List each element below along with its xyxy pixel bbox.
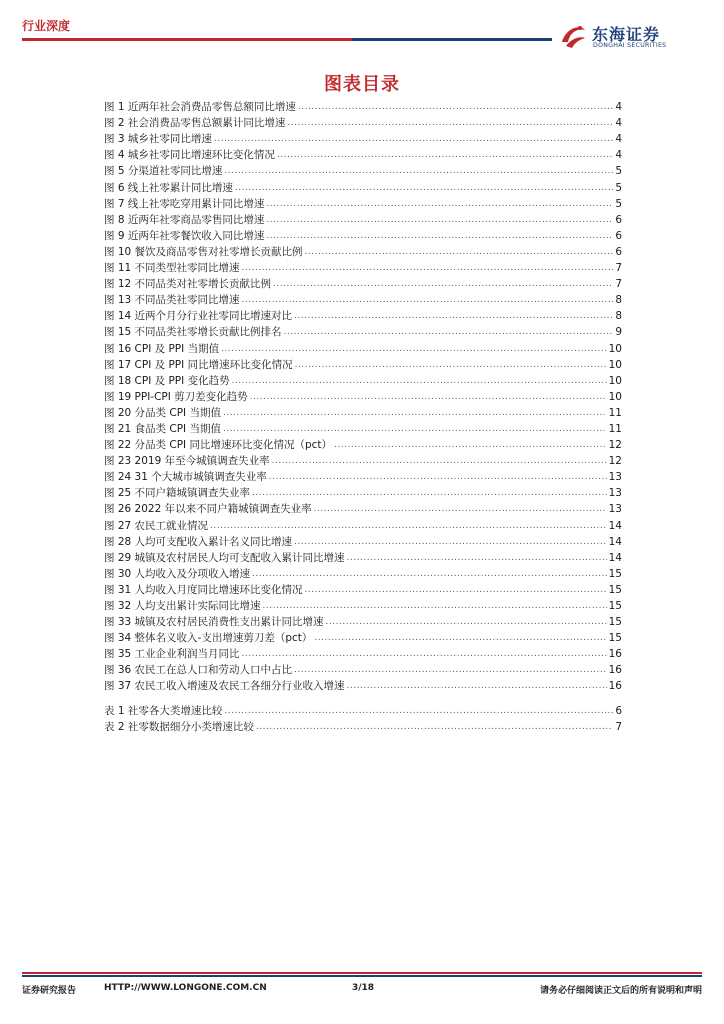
toc-entry-page: 5 bbox=[615, 165, 622, 178]
toc-entry-label: 图 15 不同品类社零增长贡献比例排名 bbox=[104, 326, 282, 339]
toc-entry-label: 图 6 线上社零累计同比增速 bbox=[104, 181, 233, 194]
toc-leader-dots bbox=[295, 358, 607, 372]
toc-entry-label: 图 23 2019 年至今城镇调查失业率 bbox=[104, 455, 270, 468]
toc-entry-page: 13 bbox=[608, 487, 622, 500]
toc-figure-entry[interactable] bbox=[104, 130, 622, 146]
toc-leader-dots bbox=[347, 551, 607, 565]
toc-entry-page: 10 bbox=[608, 342, 622, 355]
toc-entry-label: 图 32 人均支出累计实际同比增速 bbox=[104, 600, 261, 612]
toc-figure-entry[interactable] bbox=[104, 211, 622, 227]
toc-entry-page: 7 bbox=[615, 720, 622, 733]
toc-leader-dots bbox=[272, 454, 607, 468]
toc-figure-entry[interactable] bbox=[104, 323, 622, 339]
toc-entry-label: 图 5 分渠道社零同比增速 bbox=[104, 165, 223, 178]
toc-leader-dots bbox=[298, 100, 613, 114]
toc-leader-dots bbox=[277, 148, 613, 162]
toc-entry-label: 表 2 社零数据细分小类增速比较 bbox=[104, 720, 254, 733]
header-section-label: 行业深度 bbox=[22, 19, 71, 33]
toc-entry-label: 图 1 近两年社会消费品零售总额同比增速 bbox=[104, 101, 296, 114]
toc-entry-label: 图 7 线上社零吃穿用累计同比增速 bbox=[104, 197, 265, 210]
toc-entry-label: 图 11 不同类型社零同比增速 bbox=[104, 262, 240, 275]
toc-leader-dots bbox=[305, 245, 614, 259]
toc-entry-page: 9 bbox=[615, 326, 622, 339]
toc-leader-dots bbox=[252, 567, 607, 581]
toc-entry-page: 4 bbox=[615, 133, 622, 146]
toc-entry-page: 14 bbox=[608, 535, 622, 548]
toc-figure-entry[interactable] bbox=[104, 452, 622, 468]
toc-figure-entry[interactable] bbox=[104, 404, 622, 420]
toc-table-entry[interactable] bbox=[104, 701, 622, 717]
toc-leader-dots bbox=[273, 277, 613, 291]
toc-section-gap bbox=[104, 693, 622, 701]
toc-figure-entry[interactable] bbox=[104, 114, 622, 130]
toc-figure-entry[interactable] bbox=[104, 259, 622, 275]
toc-entry-page: 15 bbox=[608, 632, 622, 645]
toc-entry-page: 15 bbox=[608, 600, 622, 612]
toc-figure-entry[interactable] bbox=[104, 677, 622, 693]
toc-entry-label: 图 31 人均收入月度同比增速环比变化情况 bbox=[104, 583, 303, 596]
toc-leader-dots bbox=[232, 374, 607, 388]
toc-leader-dots bbox=[235, 181, 613, 195]
toc-figure-entry[interactable] bbox=[104, 227, 622, 243]
toc-entry-page: 10 bbox=[608, 390, 622, 403]
toc-entry-page: 6 bbox=[615, 229, 622, 242]
toc-leader-dots bbox=[223, 422, 607, 436]
toc-figure-entry[interactable] bbox=[104, 597, 622, 613]
toc-leader-dots bbox=[250, 390, 607, 404]
toc-leader-dots bbox=[210, 519, 607, 533]
toc-entry-label: 图 27 农民工就业情况 bbox=[104, 519, 209, 532]
toc-entry-page: 12 bbox=[608, 455, 622, 468]
toc-figure-entry[interactable] bbox=[104, 195, 622, 211]
toc-figure-entry[interactable] bbox=[104, 162, 622, 178]
toc-entry-page: 15 bbox=[608, 616, 622, 629]
toc-entry-label: 图 10 餐饮及商品零售对社零增长贡献比例 bbox=[104, 245, 303, 258]
toc-figure-entry[interactable] bbox=[104, 468, 622, 484]
toc-table-entry[interactable] bbox=[104, 718, 622, 734]
logo-chinese-name: 东海证券 bbox=[592, 25, 661, 44]
toc-entry-label: 图 8 近两年社零商品零售同比增速 bbox=[104, 213, 265, 226]
toc-entry-page: 11 bbox=[608, 406, 622, 419]
toc-figure-entry[interactable] bbox=[104, 629, 622, 645]
toc-figure-entry[interactable] bbox=[104, 291, 622, 307]
header-rule-red bbox=[22, 38, 352, 41]
toc-leader-dots bbox=[314, 502, 607, 516]
toc-figure-entry[interactable] bbox=[104, 98, 622, 114]
toc-entry-page: 4 bbox=[615, 101, 622, 114]
toc-entry-page: 6 bbox=[615, 704, 622, 717]
toc-leader-dots bbox=[242, 293, 614, 307]
toc-entry-label: 图 29 城镇及农村居民人均可支配收入累计同比增速 bbox=[104, 551, 345, 564]
toc-entry-label: 图 34 整体名义收入-支出增速剪刀差（pct） bbox=[104, 632, 313, 645]
toc-entry-page: 10 bbox=[608, 374, 622, 387]
toc-leader-dots bbox=[294, 535, 607, 549]
toc-figure-entry[interactable] bbox=[104, 388, 622, 404]
company-logo bbox=[558, 20, 708, 54]
toc-entry-label: 图 2 社会消费品零售总额累计同比增速 bbox=[104, 117, 286, 130]
toc-figure-entry[interactable] bbox=[104, 500, 622, 516]
footer-report-type: 证券研究报告 bbox=[22, 986, 77, 996]
toc-figure-entry[interactable] bbox=[104, 243, 622, 259]
toc-title: 图表目录 bbox=[324, 74, 400, 95]
toc-entry-label: 图 18 CPI 及 PPI 变化趋势 bbox=[104, 374, 230, 387]
toc-entry-page: 16 bbox=[608, 680, 622, 693]
toc-entry-label: 图 37 农民工收入增速及农民工各细分行业收入增速 bbox=[104, 680, 345, 693]
toc-entry-label: 图 28 人均可支配收入累计名义同比增速 bbox=[104, 535, 293, 548]
toc-entry-label: 图 26 2022 年以来不同户籍城镇调查失业率 bbox=[104, 503, 312, 516]
toc-entry-page: 7 bbox=[615, 262, 622, 275]
toc-figure-entry[interactable] bbox=[104, 178, 622, 194]
toc-figure-entry[interactable] bbox=[104, 516, 622, 532]
toc-figure-entry[interactable] bbox=[104, 339, 622, 355]
toc-entry-page: 16 bbox=[608, 664, 622, 677]
toc-figure-entry[interactable] bbox=[104, 581, 622, 597]
toc-leader-dots bbox=[224, 704, 613, 718]
toc-entry-label: 图 3 城乡社零同比增速 bbox=[104, 133, 212, 146]
toc-entry-page: 13 bbox=[608, 471, 622, 484]
toc-leader-dots bbox=[347, 679, 607, 693]
logo-english-name: DONGHAI SECURITIES bbox=[593, 42, 667, 49]
footer-page-number: 3/18 bbox=[352, 983, 375, 993]
toc-entry-label: 图 14 近两个月分行业社零同比增速对比 bbox=[104, 310, 293, 323]
toc-leader-dots bbox=[334, 438, 607, 452]
toc-entry-label: 图 9 近两年社零餐饮收入同比增速 bbox=[104, 229, 265, 242]
toc-entry-label: 图 17 CPI 及 PPI 同比增速环比变化情况 bbox=[104, 358, 293, 371]
footer-rule-blue bbox=[22, 975, 702, 977]
toc-leader-dots bbox=[252, 486, 607, 500]
toc-entry-page: 15 bbox=[608, 583, 622, 596]
toc-leader-dots bbox=[214, 132, 613, 146]
toc-leader-dots bbox=[266, 229, 613, 243]
toc-entry-label: 图 33 城镇及农村居民消费性支出累计同比增速 bbox=[104, 616, 324, 629]
toc-list bbox=[104, 98, 622, 734]
toc-entry-label: 图 25 不同户籍城镇调查失业率 bbox=[104, 487, 251, 500]
toc-leader-dots bbox=[242, 647, 607, 661]
toc-entry-label: 图 35 工业企业利润当月同比 bbox=[104, 648, 240, 661]
toc-entry-page: 7 bbox=[615, 278, 622, 291]
toc-entry-page: 8 bbox=[615, 310, 622, 323]
toc-figure-entry[interactable] bbox=[104, 549, 622, 565]
toc-figure-entry[interactable] bbox=[104, 645, 622, 661]
toc-entry-label: 图 16 CPI 及 PPI 当期值 bbox=[104, 342, 220, 355]
toc-figure-entry[interactable] bbox=[104, 436, 622, 452]
toc-figure-entry[interactable] bbox=[104, 565, 622, 581]
toc-entry-label: 图 4 城乡社零同比增速环比变化情况 bbox=[104, 149, 275, 162]
toc-figure-entry[interactable] bbox=[104, 372, 622, 388]
toc-entry-label: 图 13 不同品类社零同比增速 bbox=[104, 294, 240, 307]
logo-mark-icon bbox=[558, 20, 588, 50]
toc-entry-page: 6 bbox=[615, 213, 622, 226]
toc-figure-entry[interactable] bbox=[104, 533, 622, 549]
toc-entry-page: 4 bbox=[615, 149, 622, 162]
toc-entry-label: 图 20 分品类 CPI 当期值 bbox=[104, 406, 221, 419]
toc-leader-dots bbox=[287, 116, 613, 130]
toc-entry-label: 图 24 31 个大城市城镇调查失业率 bbox=[104, 471, 267, 484]
toc-leader-dots bbox=[256, 720, 613, 734]
toc-entry-page: 12 bbox=[608, 439, 622, 452]
toc-leader-dots bbox=[294, 309, 613, 323]
toc-leader-dots bbox=[266, 213, 613, 227]
toc-entry-page: 11 bbox=[608, 422, 622, 435]
toc-figure-entry[interactable] bbox=[104, 356, 622, 372]
toc-leader-dots bbox=[223, 406, 607, 420]
toc-leader-dots bbox=[266, 197, 613, 211]
toc-figure-entry[interactable] bbox=[104, 484, 622, 500]
toc-entry-label: 图 30 人均收入及分项收入增速 bbox=[104, 567, 251, 580]
toc-entry-label: 图 36 农民工在总人口和劳动人口中占比 bbox=[104, 664, 293, 677]
footer-website-link[interactable]: HTTP://WWW.LONGONE.COM.CN bbox=[104, 983, 267, 993]
toc-entry-page: 8 bbox=[615, 294, 622, 307]
toc-leader-dots bbox=[269, 470, 607, 484]
toc-leader-dots bbox=[242, 261, 614, 275]
toc-figure-entry[interactable] bbox=[104, 420, 622, 436]
toc-entry-label: 图 21 食品类 CPI 当期值 bbox=[104, 422, 221, 435]
toc-leader-dots bbox=[284, 325, 614, 339]
toc-entry-page: 6 bbox=[615, 245, 622, 258]
toc-figure-entry[interactable] bbox=[104, 661, 622, 677]
toc-entry-page: 16 bbox=[608, 648, 622, 661]
toc-leader-dots bbox=[221, 342, 607, 356]
toc-entry-page: 14 bbox=[608, 551, 622, 564]
toc-entry-page: 5 bbox=[615, 181, 622, 194]
toc-entry-page: 15 bbox=[608, 567, 622, 580]
toc-leader-dots bbox=[305, 583, 607, 597]
toc-entry-page: 10 bbox=[608, 358, 622, 371]
toc-entry-label: 表 1 社零各大类增速比较 bbox=[104, 704, 223, 717]
toc-entry-page: 13 bbox=[608, 503, 622, 516]
toc-leader-dots bbox=[294, 663, 607, 677]
footer-rule-red bbox=[22, 972, 702, 974]
footer-disclaimer: 请务必仔细阅读正文后的所有说明和声明 bbox=[539, 986, 702, 996]
toc-entry-page: 4 bbox=[615, 117, 622, 130]
toc-entry-label: 图 12 不同品类对社零增长贡献比例 bbox=[104, 278, 272, 291]
toc-leader-dots bbox=[314, 631, 606, 645]
toc-leader-dots bbox=[326, 615, 607, 629]
toc-entry-label: 图 19 PPI-CPI 剪刀差变化趋势 bbox=[104, 390, 248, 403]
toc-figure-entry[interactable] bbox=[104, 275, 622, 291]
toc-entry-page: 14 bbox=[608, 519, 622, 532]
toc-entry-label: 图 22 分品类 CPI 同比增速环比变化情况（pct） bbox=[104, 439, 333, 452]
toc-figure-entry[interactable] bbox=[104, 307, 622, 323]
toc-figure-entry[interactable] bbox=[104, 613, 622, 629]
toc-figure-entry[interactable] bbox=[104, 146, 622, 162]
toc-entry-page: 5 bbox=[615, 197, 622, 210]
toc-leader-dots bbox=[263, 599, 607, 613]
toc-leader-dots bbox=[224, 164, 613, 178]
header-rule-blue bbox=[352, 38, 552, 41]
